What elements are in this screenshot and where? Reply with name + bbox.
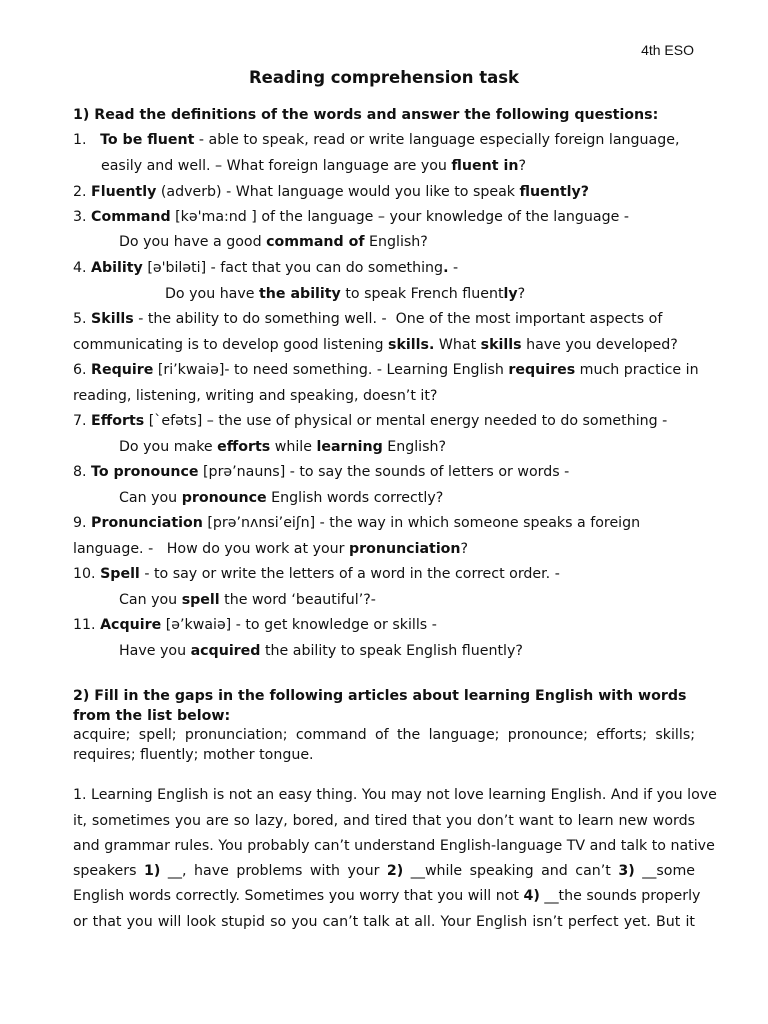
article-line: 1. Learning English is not an easy thing. You may not love learning English. And if you love bbox=[73, 787, 717, 803]
definition-line: 6. Require [ri’kwaiə]- to need something. - Learning English requires much practice in bbox=[73, 362, 699, 378]
section1-heading: 1) Read the definitions of the words and answer the following questions: bbox=[73, 107, 659, 123]
definition-line: Have you acquired the ability to speak English fluently? bbox=[119, 643, 523, 659]
definition-line: language. - How do you work at your pronunciation? bbox=[73, 541, 469, 557]
definition-line: Do you have the ability to speak French fluently? bbox=[165, 286, 526, 302]
section2-heading-line1: 2) Fill in the gaps in the following articles about learning English with words bbox=[73, 688, 687, 704]
definition-line: 3. Command [kə'ma:nd ] of the language – your knowledge of the language - bbox=[73, 209, 629, 225]
definition-line: Do you make efforts while learning English? bbox=[119, 439, 447, 455]
grade-label: 4th ESO bbox=[641, 42, 694, 58]
definition-line: 7. Efforts [`efəts] – the use of physical or mental energy needed to do something - bbox=[73, 413, 668, 429]
article-line: it, sometimes you are so lazy, bored, and tired that you don’t want to learn new words bbox=[73, 813, 695, 829]
definition-line: Can you pronounce English words correctly? bbox=[119, 490, 444, 506]
definition-line: easily and well. – What foreign language are you fluent in? bbox=[101, 158, 526, 174]
definition-line: Do you have a good command of English? bbox=[119, 234, 428, 250]
article-line: or that you will look stupid so you can’t talk at all. Your English isn’t perfect yet. But it bbox=[73, 914, 695, 930]
page-title: Reading comprehension task bbox=[248, 68, 520, 87]
word-list-line2: requires; fluently; mother tongue. bbox=[73, 747, 314, 763]
definition-line: Can you spell the word ‘beautiful’?- bbox=[119, 592, 376, 608]
definition-line: 5. Skills - the ability to do something well. - One of the most important aspects of bbox=[73, 311, 663, 327]
article-line: English words correctly. Sometimes you worry that you will not 4) __the sounds properly bbox=[73, 888, 701, 904]
definition-line: 2. Fluently (adverb) - What language would you like to speak fluently? bbox=[73, 184, 589, 200]
word-list-line1: acquire; spell; pronunciation; command of the language; pronounce; efforts; skills; bbox=[73, 727, 695, 743]
definition-line: 10. Spell - to say or write the letters of a word in the correct order. - bbox=[73, 566, 560, 582]
section2-heading-line2: from the list below: bbox=[73, 708, 231, 724]
definition-line: communicating is to develop good listening skills. What skills have you developed? bbox=[73, 337, 678, 353]
definition-line: 11. Acquire [ə’kwaiə] - to get knowledge or skills - bbox=[73, 617, 437, 633]
article-line: speakers 1) __, have problems with your 2) __while speaking and can’t 3) __some bbox=[73, 863, 696, 879]
article-line: and grammar rules. You probably can’t understand English-language TV and talk to native bbox=[73, 838, 715, 854]
definition-line: 9. Pronunciation [prə’nʌnsi’eiʃn] - the way in which someone speaks a foreign bbox=[73, 515, 641, 531]
definition-line: 8. To pronounce [prə’nauns] - to say the sounds of letters or words - bbox=[73, 464, 570, 480]
definition-line: 4. Ability [ə'biləti] - fact that you can do something. - bbox=[73, 260, 459, 276]
definition-line: reading, listening, writing and speaking, doesn’t it? bbox=[73, 388, 438, 404]
definition-line: 1. To be fluent - able to speak, read or write language especially foreign language, bbox=[73, 132, 680, 148]
